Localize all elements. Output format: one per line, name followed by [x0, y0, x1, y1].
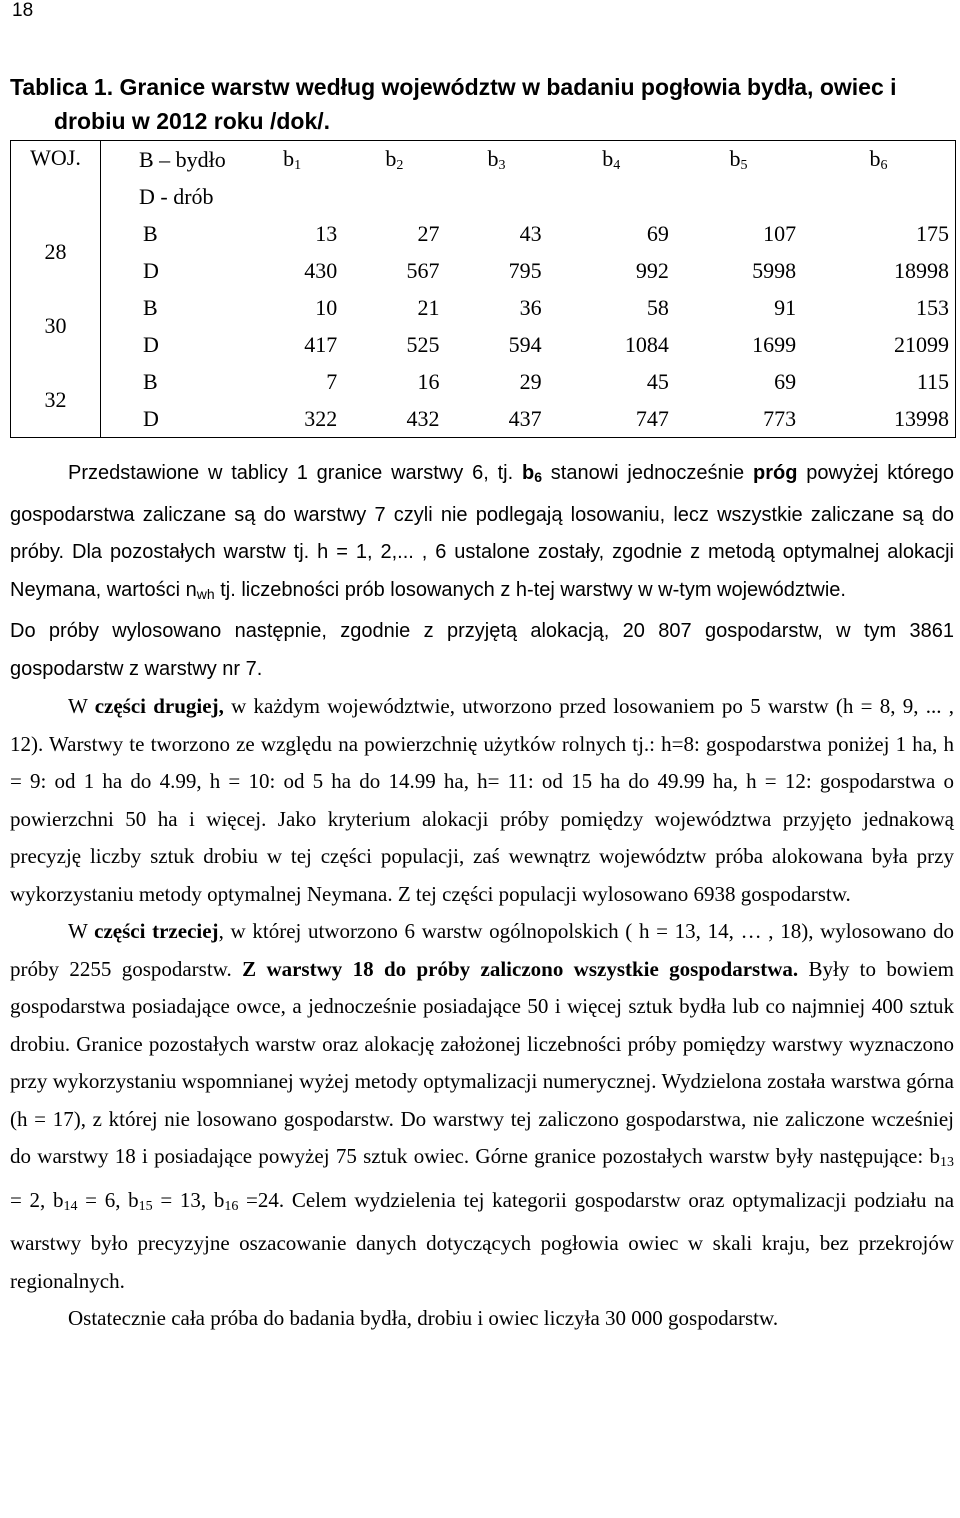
caption-line-2: drobiu w 2012 roku /dok/. — [54, 108, 331, 134]
value-cell: 525 — [406, 331, 440, 357]
header-b1: $b_1$ — [241, 141, 343, 179]
header-b6: $b_6$ — [802, 141, 955, 179]
value-cell: 322 — [241, 400, 343, 438]
caption-line-1: Tablica 1. Granice warstw według województw w badaniu pogłowia bydła, owiec i — [10, 74, 897, 100]
value-cell: 45 — [646, 368, 669, 394]
kind-cell: D — [143, 257, 159, 283]
paragraph-stratum-threshold: Przedstawione w tablicy 1 granice warstwy 6, tj. $b_6$ stanowi jednocześnie próg powyżej którego gospodarstwa zaliczane są do warstwy 7 czyli nie podlegają losowaniu, lecz wszystkie zaliczane są do próby. Dla pozostałych warstw tj. h = 1, 2,... , 6 ustalone zostały, zgodnie z metodą optymalnej alokacji Neymana, wartości $n_{wh}$ tj. liczebności prób losowanych z h-tej warstwy w w-tym województwie. — [10, 462, 955, 602]
value-cell: 7 — [326, 368, 338, 394]
value-cell: 992 — [635, 257, 669, 283]
table-caption — [10, 70, 930, 138]
value-cell: 1699 — [752, 331, 797, 357]
value-cell: 5998 — [752, 257, 797, 283]
kind-cell: B — [143, 368, 158, 394]
value-cell: 747 — [548, 400, 675, 438]
header-b5: $b_5$ — [675, 141, 802, 179]
value-cell: 13998 — [802, 400, 955, 438]
kind-cell: B — [143, 220, 158, 246]
woj-cell: 32 — [11, 363, 101, 438]
paragraph-part-two: W części drugiej, w każdym województwie, utworzono przed losowaniem po 5 warstw (h = 8, 9, ... , 12). Warstwy te tworzono ze względu na powierzchnię użytków rolnych tj.: h=8: gospodarstwa poniżej 1 ha, h = 9: od 1 ha do 4.99, h = 10: od 5 ha do 14.99 ha, h= 11: od 15 ha do 49.99 ha, h = 12: gospodarstwa o powierzchni 50 ha i więcej. Jako kryterium alokacji próby pomiędzy województwa przyjęto jednakową precyzję liczby sztuk drobiu w tej części populacji, zaś wewnątrz województw próba alokowana była przy wykorzystaniu metody optymalnej Neymana. Z tej części populacji wylosowano 6938 gospodarstw. — [10, 694, 954, 906]
value-cell: 417 — [304, 331, 338, 357]
strata-boundaries-table — [10, 140, 956, 438]
value-cell: 91 — [774, 294, 797, 320]
value-cell: 16 — [417, 368, 440, 394]
value-cell: 43 — [519, 220, 542, 246]
value-cell: 27 — [417, 220, 440, 246]
value-cell: 10 — [315, 294, 338, 320]
value-cell: 1084 — [624, 331, 669, 357]
paragraph-sample-drawn: Do próby wylosowano następnie, zgodnie z przyjętą alokacją, 20 807 gospodarstw, w tym 3861 gospodarstw z warstwy nr 7. — [10, 620, 954, 680]
woj-cell: 30 — [11, 289, 101, 363]
kind-cell: D — [143, 331, 159, 357]
kind-cell: D — [101, 400, 242, 438]
value-cell: 795 — [508, 257, 542, 283]
value-cell: 567 — [406, 257, 440, 283]
page-number: 18 — [12, 0, 34, 21]
paragraph-conclusion: Ostatecznie cała próba do badania bydła, drobiu i owiec liczyła 30 000 gospodarstw. — [68, 1306, 779, 1330]
paragraph-part-three: W części trzeciej, w której utworzono 6 warstw ogólnopolskich ( h = 13, 14, … , 18), wylosowano do próby 2255 gospodarstw. Z warstwy 18 do próby zaliczono wszystkie gospodarstwa. Były to bowiem gospodarstwa posiadające owce, a jednocześnie posiadające 50 i więcej sztuk bydła lub co najmniej 400 sztuk drobiu. Granice pozostałych warstw oraz alokację założonej liczebności próby pomiędzy warstwy wyznaczono przy wykorzystaniu wspomnianej wyżej metody optymalizacji numerycznej. Wydzielona została warstwa górna (h = 17), z której nie losowano gospodarstw. Do warstwy tej zaliczono gospodarstwa, nie zaliczone wcześniej do warstwy 18 i posiadające powyżej 75 sztuk owiec. Górne granice pozostałych warstw były następujące: $b_{13} = 2$, $b_{14} = 6$, $b_{15} = 13$, $b_{16} =24$. Celem wydzielenia tej kategorii gospodarstw oraz optymalizacji podziału na warstwy było precyzyjne oszacowanie danych dotyczących pogłowia owiec w skali kraju, bez przekrojów regionalnych. — [10, 919, 955, 1293]
value-cell: 21099 — [802, 326, 955, 363]
value-cell: 430 — [304, 257, 338, 283]
body-text — [10, 455, 954, 1338]
woj-cell: 28 — [11, 215, 101, 289]
table-header-row — [11, 141, 956, 179]
value-cell: 594 — [508, 331, 542, 357]
table-row — [11, 400, 956, 438]
value-cell: 36 — [519, 294, 542, 320]
table-row — [11, 289, 956, 326]
value-cell: 115 — [802, 363, 955, 400]
kind-cell: B — [143, 294, 158, 320]
value-cell: 69 — [646, 220, 669, 246]
value-cell: 432 — [343, 400, 445, 438]
value-cell: 773 — [675, 400, 802, 438]
value-cell: 18998 — [802, 252, 955, 289]
value-cell: 29 — [519, 368, 542, 394]
value-cell: 21 — [417, 294, 440, 320]
table-row — [11, 363, 956, 400]
value-cell: 153 — [802, 289, 955, 326]
table-row — [11, 326, 956, 363]
header-b2: $b_2$ — [343, 141, 445, 179]
table-header-row-2 — [11, 178, 956, 215]
value-cell: 175 — [802, 215, 955, 252]
header-kind-line-1: B – bydło — [101, 141, 242, 179]
value-cell: 69 — [774, 368, 797, 394]
value-cell: 13 — [315, 220, 338, 246]
table-row — [11, 215, 956, 252]
header-woj: WOJ. — [11, 141, 101, 216]
value-cell: 58 — [646, 294, 669, 320]
header-kind-line-2: D - drób — [139, 183, 214, 209]
value-cell: 437 — [445, 400, 547, 438]
header-b4: $b_4$ — [548, 141, 675, 179]
value-cell: 107 — [763, 220, 797, 246]
table-row — [11, 252, 956, 289]
header-b3: $b_3$ — [445, 141, 547, 179]
